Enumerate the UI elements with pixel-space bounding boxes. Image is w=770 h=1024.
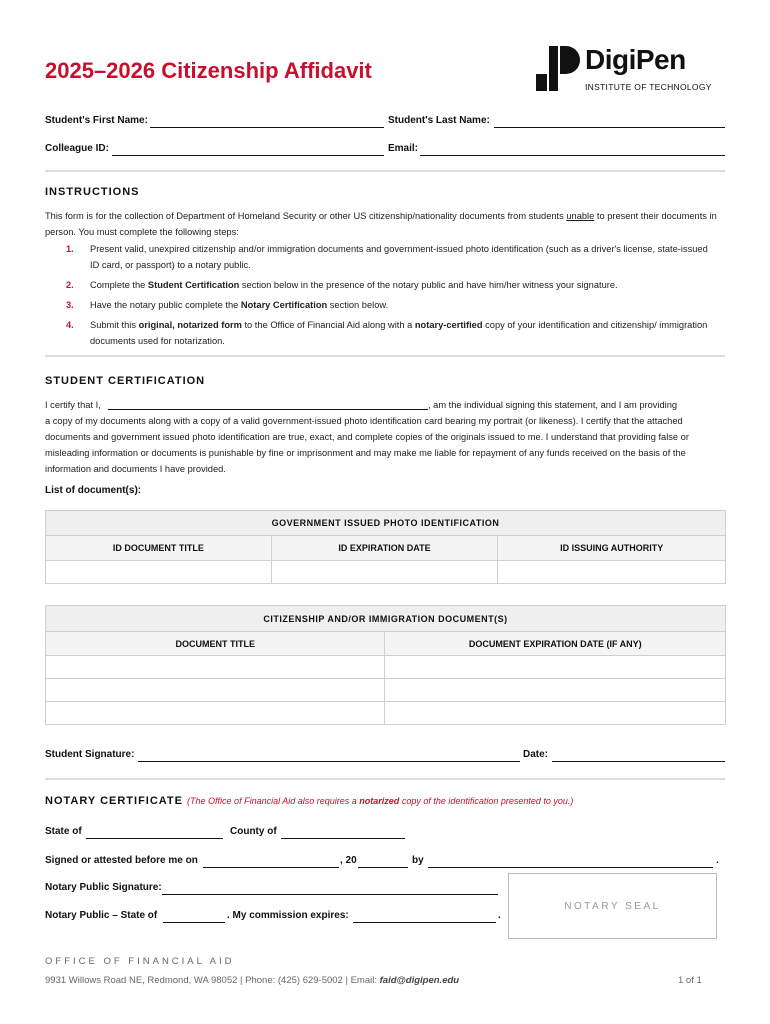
notary-state-label: Notary Public – State of xyxy=(45,910,158,921)
period: . xyxy=(716,855,719,866)
colleague-id-field[interactable] xyxy=(112,155,384,156)
notary-state-field[interactable] xyxy=(163,922,225,923)
state-label: State of xyxy=(45,826,82,837)
table-row xyxy=(46,702,726,725)
notary-seal-label: NOTARY SEAL xyxy=(564,901,661,912)
id-authority-cell[interactable] xyxy=(498,561,726,584)
first-name-label: Student's First Name: xyxy=(45,115,148,126)
year-prefix: , 20 xyxy=(340,855,357,866)
email-link[interactable]: faid@digipen.edu xyxy=(379,975,460,986)
date-field[interactable] xyxy=(552,761,725,762)
list-of-documents-label: List of document(s): xyxy=(45,485,142,496)
citizenship-table xyxy=(45,605,726,725)
last-name-field[interactable] xyxy=(494,127,725,128)
notary-seal-box xyxy=(508,873,717,939)
document-title-cell[interactable] xyxy=(46,656,385,679)
document-expiration-cell[interactable] xyxy=(385,656,726,679)
last-name-label: Student's Last Name: xyxy=(388,115,490,126)
notary-signature-label: Notary Public Signature: xyxy=(45,882,162,893)
by-label: by xyxy=(412,855,424,866)
document-title-cell[interactable] xyxy=(46,702,385,725)
first-name-field[interactable] xyxy=(150,127,384,128)
id-title-cell[interactable] xyxy=(46,561,272,584)
logo-subtitle: INSTITUTE OF TECHNOLOGY xyxy=(585,82,712,92)
email-label: Email: xyxy=(388,143,419,154)
id-expiration-cell[interactable] xyxy=(271,561,498,584)
table-row xyxy=(46,561,726,584)
citizenship-table-caption: CITIZENSHIP AND/OR IMMIGRATION DOCUMENT(S) xyxy=(46,606,726,632)
year-field[interactable] xyxy=(358,867,408,868)
table-header: ID EXPIRATION DATE xyxy=(271,536,498,561)
certify-prefix: I certify that I, xyxy=(45,400,101,410)
student-certification-heading: STUDENT CERTIFICATION xyxy=(45,375,206,387)
commission-expires-field[interactable] xyxy=(353,922,496,923)
table-row xyxy=(46,656,726,679)
instruction-step: 4. Submit this original, notarized form to the Office of Financial Aid along with a notary-certified copy of your identification and citizenship/ immigration documents used for notarization. xyxy=(66,320,708,346)
instructions-intro: This form is for the collection of Department of Homeland Security or other US citizenship/nationality documents from students unable to present their documents in person. You must complete the following steps: xyxy=(45,211,717,237)
section-divider xyxy=(45,778,725,780)
instruction-steps xyxy=(66,241,716,353)
photo-id-table xyxy=(45,510,726,584)
table-header: DOCUMENT TITLE xyxy=(46,632,385,656)
section-divider xyxy=(45,170,725,172)
table-header: ID DOCUMENT TITLE xyxy=(46,536,272,561)
email-field[interactable] xyxy=(420,155,725,156)
digipen-logo-mark-icon xyxy=(533,44,581,94)
table-header: ID ISSUING AUTHORITY xyxy=(498,536,726,561)
date-label: Date: xyxy=(523,749,549,760)
instruction-step: 1. Present valid, unexpired citizenship and/or immigration documents and government-issued photo identification (such as a driver's license, state-issued ID card, or passport) to a notary public. xyxy=(66,244,708,270)
commission-label: . My commission expires: xyxy=(227,910,349,921)
certify-name-field[interactable] xyxy=(108,409,428,410)
footer-address: 9931 Willows Road NE, Redmond, WA 98052 | Phone: (425) 629-5002 | Email: faid@digipen.edu xyxy=(45,975,460,986)
certify-suffix: , am the individual signing this statement, and I am providing xyxy=(428,400,678,410)
digipen-logo xyxy=(533,44,723,94)
document-expiration-cell[interactable] xyxy=(385,702,726,725)
student-signature-label: Student Signature: xyxy=(45,749,135,760)
table-header: DOCUMENT EXPIRATION DATE (IF ANY) xyxy=(385,632,726,656)
instruction-step: 2. Complete the Student Certification section below in the presence of the notary public and have him/her witness your signature. xyxy=(66,280,618,290)
state-field[interactable] xyxy=(86,838,223,839)
photo-id-table-caption: GOVERNMENT ISSUED PHOTO IDENTIFICATION xyxy=(46,511,726,536)
document-expiration-cell[interactable] xyxy=(385,679,726,702)
page-number: 1 of 1 xyxy=(678,975,702,986)
instruction-step: 3. Have the notary public complete the Notary Certification section below. xyxy=(66,300,389,310)
student-signature-field[interactable] xyxy=(138,761,520,762)
notary-certificate-heading: NOTARY CERTIFICATE (The Office of Financial Aid also requires a notarized copy of the identification presented to you.) xyxy=(45,795,574,807)
signer-name-field[interactable] xyxy=(428,867,713,868)
footer-office: OFFICE OF FINANCIAL AID xyxy=(45,956,235,967)
county-field[interactable] xyxy=(281,838,405,839)
logo-name: DigiPen xyxy=(585,44,686,75)
instructions-heading: INSTRUCTIONS xyxy=(45,186,140,198)
county-label: County of xyxy=(230,826,277,837)
signed-before-label: Signed or attested before me on xyxy=(45,855,198,866)
period: . xyxy=(498,910,501,921)
colleague-id-label: Colleague ID: xyxy=(45,143,109,154)
document-title-cell[interactable] xyxy=(46,679,385,702)
certify-body: a copy of my documents along with a copy of a valid government-issued photo identification card bearing my portrait (or likeness). I certify that the attached documents and government issued photo identification are true, exact, and complete copies of the originals issued to me. I understand that providing false or misleading information or documents is punishable by fine or imprisonment and may make me liable for repayment of any funds received on the basis of the information and documents I have provided. xyxy=(45,416,689,474)
section-divider xyxy=(45,355,725,357)
notary-signature-field[interactable] xyxy=(162,894,498,895)
page-title: 2025–2026 Citizenship Affidavit xyxy=(45,58,372,83)
table-row xyxy=(46,679,726,702)
signed-date-field[interactable] xyxy=(203,867,339,868)
